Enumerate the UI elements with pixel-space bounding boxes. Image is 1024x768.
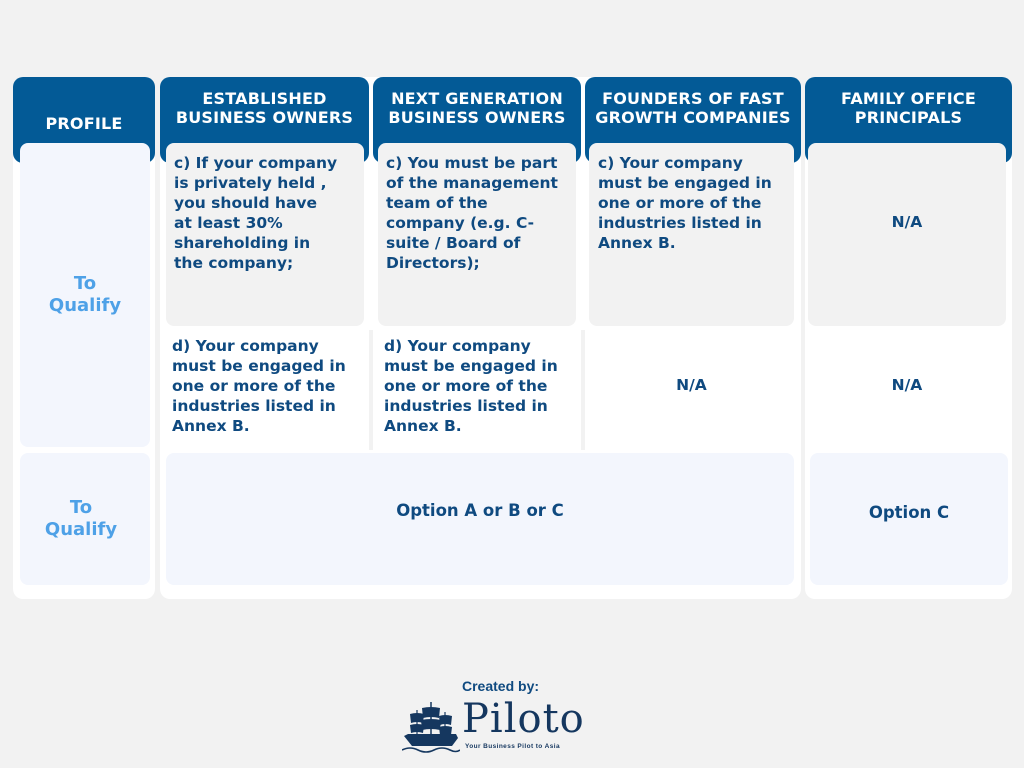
text-d-next-gen-line: must be engaged in: [384, 357, 558, 375]
text-c-established-line: shareholding in: [174, 234, 311, 252]
text-c-family-office: N/A: [891, 213, 923, 231]
header-established-line-1: ESTABLISHED: [202, 89, 327, 108]
text-c-established-line: c) If your company: [174, 154, 338, 172]
text-c-next-gen: [386, 153, 574, 273]
text-c-founders-line: c) Your company: [598, 154, 743, 172]
qualify-label-1: [49, 273, 121, 317]
logo-wordmark: Piloto: [462, 696, 585, 742]
text-d-established-line: one or more of the: [172, 377, 336, 395]
ship-icon: [402, 698, 460, 754]
cell-option-merged: [166, 453, 794, 585]
cell-option-family-office: [810, 453, 1008, 585]
text-c-founders-line: one or more of the: [598, 194, 762, 212]
qualify-label-1-line-1: To: [73, 273, 97, 294]
text-option-family-office: Option C: [868, 503, 950, 522]
text-c-established-line: is privately held ,: [174, 174, 327, 192]
profile-cell-qualify-1: [20, 143, 150, 447]
text-d-established-line: d) Your company: [172, 337, 319, 355]
header-founders-line-2: GROWTH COMPANIES: [595, 108, 791, 127]
text-d-founders: N/A: [676, 376, 707, 394]
text-c-founders-line: must be engaged in: [598, 174, 772, 192]
text-c-next-gen-line: company (e.g. C-: [386, 214, 535, 232]
text-d-next-gen-line: industries listed in: [384, 397, 548, 415]
text-d-next-gen-line: one or more of the: [384, 377, 548, 395]
text-d-established: [172, 336, 364, 436]
text-c-established: [174, 153, 362, 273]
profile-cell-qualify-2: [20, 453, 150, 585]
piloto-logo: [402, 696, 585, 756]
header-founders-line-1: FOUNDERS OF FAST: [602, 89, 784, 108]
text-c-next-gen-line: of the management: [386, 174, 558, 192]
text-d-next-gen: [384, 336, 576, 436]
qualify-label-1-line-2: Qualify: [48, 295, 122, 316]
text-d-family-office: N/A: [891, 376, 923, 394]
text-c-established-line: at least 30%: [174, 214, 283, 232]
text-c-next-gen-line: suite / Board of: [386, 234, 521, 252]
text-c-next-gen-line: c) You must be part: [386, 154, 558, 172]
cell-d-family-office: [808, 330, 1006, 440]
qualify-label-2-line-2: Qualify: [44, 519, 118, 540]
text-d-next-gen-line: Annex B.: [384, 417, 462, 435]
cell-d-founders: [589, 330, 794, 440]
text-c-established-line: the company;: [174, 254, 294, 272]
header-established-line-2: BUSINESS OWNERS: [175, 108, 354, 127]
created-by-label: Created by:: [462, 678, 540, 694]
cell-c-family-office: [808, 143, 1006, 326]
header-family-office-line-2: PRINCIPALS: [854, 108, 963, 127]
header-next-gen-line-2: BUSINESS OWNERS: [388, 108, 566, 127]
qualify-label-2: [45, 497, 117, 541]
text-c-founders-line: industries listed in: [598, 214, 762, 232]
divider-d-1: [369, 330, 373, 450]
text-c-founders: [598, 153, 792, 253]
text-d-next-gen-line: d) Your company: [384, 337, 531, 355]
qualify-label-2-line-1: To: [69, 497, 93, 518]
divider-d-2: [581, 330, 585, 450]
logo-tagline: Your Business Pilot to Asia: [465, 743, 560, 750]
text-d-established-line: industries listed in: [172, 397, 336, 415]
text-d-established-line: must be engaged in: [172, 357, 346, 375]
text-c-established-line: you should have: [174, 194, 318, 212]
text-option-merged: Option A or B or C: [396, 501, 564, 520]
header-family-office-line-1: FAMILY OFFICE: [841, 89, 976, 108]
header-next-gen-line-1: NEXT GENERATION: [391, 89, 563, 108]
text-c-next-gen-line: Directors);: [386, 254, 480, 272]
text-d-established-line: Annex B.: [172, 417, 250, 435]
text-c-next-gen-line: team of the: [386, 194, 488, 212]
header-profile-label: PROFILE: [45, 113, 123, 133]
text-c-founders-line: Annex B.: [598, 234, 676, 252]
